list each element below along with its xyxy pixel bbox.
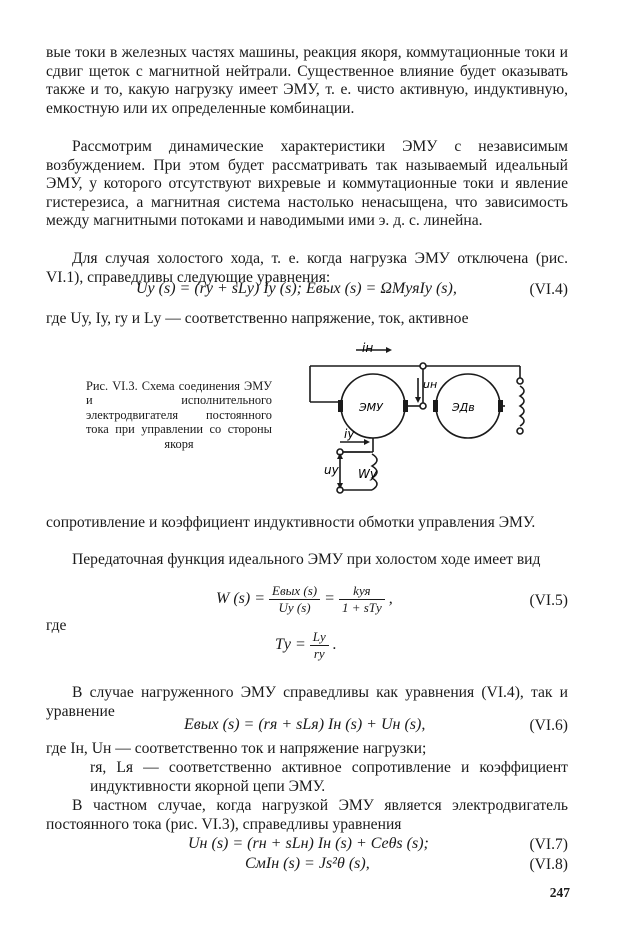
equation-vi8: CмIн (s) = Js²θ (s), [245, 855, 370, 872]
circuit-diagram [300, 336, 540, 506]
label-emu: ЭМУ [359, 401, 383, 414]
equation-vi5-lhs: W (s) = [216, 590, 266, 608]
equation-vi5: W (s) = $\frac{\text{Eвых (s)}}{Uу (s)}$ = $\frac{\text{kуя}}{\text{1 + sTу}}$ , [216, 583, 393, 615]
paragraph-4: где Uу, Iу, rу и Lу — соответственно напряжение, ток, активное [46, 310, 469, 327]
paragraph-6: Передаточная функция идеального ЭМУ при холостом ходе имеет вид [72, 551, 541, 568]
equation-vi8-number: (VI.8) [529, 856, 568, 873]
label-wy: Wу [358, 467, 377, 481]
equation-vi7: Uн (s) = (rн + sLн) Iн (s) + Ceθs (s); [188, 835, 429, 852]
equation-vi7-number: (VI.7) [529, 836, 568, 853]
fraction-eout-uy [269, 583, 320, 616]
fraction-kuy [339, 583, 385, 616]
label-iy: iу [344, 427, 355, 441]
equation-vi5-number: (VI.5) [529, 592, 568, 609]
paragraph-7: где [46, 617, 67, 634]
paragraph-3: Для случая холостого хода, т. е. когда нагрузка ЭМУ отключена (рис. VI.1), справедливы следующие уравнения: [46, 250, 568, 286]
paragraph-1: вые токи в железных частях машины, реакция якоря, коммутационные токи и сдвиг щеток с магнитной нейтрали. Существенное влияние будет оказывать также и то, какую нагрузку имеет ЭМУ, т. е. чисто активную, индуктивную, емкостную или их определенные комбинации. [46, 44, 568, 117]
paragraph-2: Рассмотрим динамические характеристики ЭМУ с независимым возбуждением. При этом будет рассматривать так называемый идеальный ЭМУ, у которого отсутствуют вихревые и коммутационные токи и явление гистерезиса, а магнитная система настолько ненасыщена, что зависимость между магнитными потоками и наводимыми ими э. д. с. линейна. [46, 138, 568, 230]
fraction-eout-denominator: Uу (s) [278, 600, 311, 615]
equation-ty-lhs: Tу = [275, 636, 306, 654]
paragraph-10: В частном случае, когда нагрузкой ЭМУ является электродвигатель постоянного тока (рис. VI.3), справедливы уравнения [46, 797, 568, 833]
label-un: uн [423, 378, 438, 391]
figure-caption: Рис. VI.3. Схема соединения ЭМУ и исполнительного электродвигателя постоянного тока при управлении со стороны якоря [86, 379, 272, 451]
fraction-kuy-denominator: 1 + sTу [341, 600, 382, 615]
equation-vi4: Uу (s) = (rу + sLу) Iу (s); Eвых (s) = ΩMуяIу (s), [136, 280, 457, 297]
paragraph-9a: где Iн, Uн — соответственно ток и напряжение нагрузки; [46, 740, 427, 757]
paragraph-9b: rя, Lя — соответственно активное сопротивление и коэффициент индуктивности якорной цепи ЭМУ. [90, 759, 568, 795]
fraction-ty-denominator: rу [313, 646, 325, 661]
fraction-ty-numerator: Lу [310, 629, 329, 646]
equation-vi4-number: (VI.4) [529, 281, 568, 298]
equation-vi6: Eвых (s) = (rя + sLя) Iн (s) + Uн (s), [184, 716, 426, 733]
equation-ty: Tу = $\frac{Lу}{rу}$ . [275, 629, 337, 661]
fraction-kuy-numerator: kуя [339, 583, 385, 600]
page-number: 247 [549, 885, 570, 900]
equation-vi6-number: (VI.6) [529, 717, 568, 734]
fraction-eout-numerator: Eвых (s) [269, 583, 320, 600]
label-in: iн [362, 341, 374, 355]
paragraph-5: сопротивление и коэффициент индуктивности обмотки управления ЭМУ. [46, 514, 536, 531]
label-uy: uу [324, 463, 339, 477]
paragraph-8: В случае нагруженного ЭМУ справедливы как уравнения (VI.4), так и уравнение [46, 684, 568, 720]
fraction-ty [310, 629, 329, 662]
label-motor: ЭДв [452, 401, 475, 414]
